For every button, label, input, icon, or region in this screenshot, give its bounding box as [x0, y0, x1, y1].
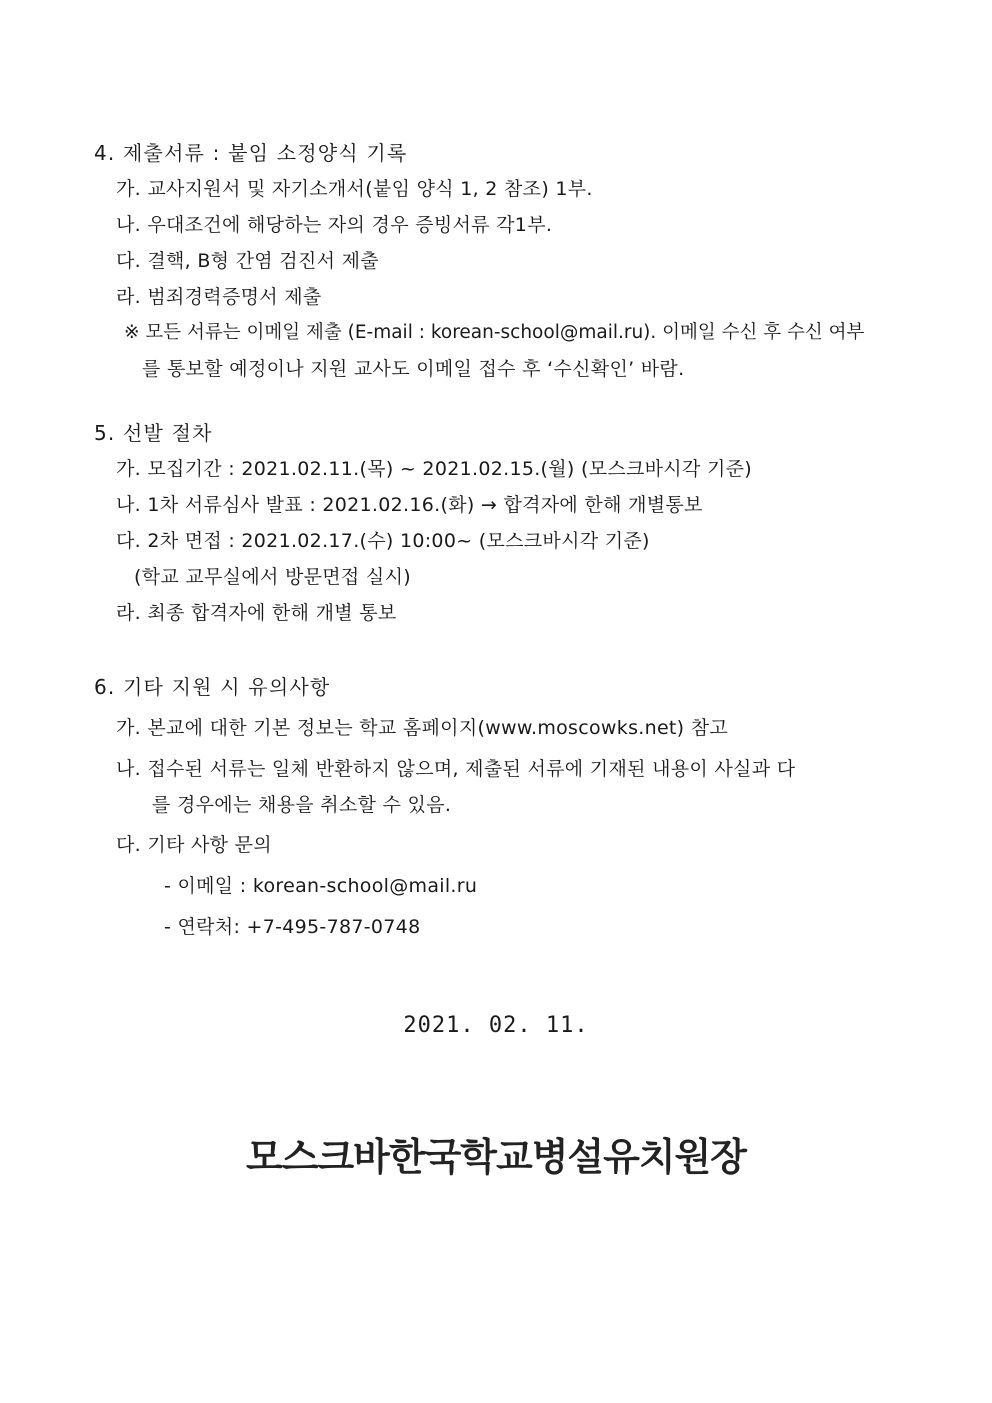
section4-note-line1: ※ 모든 서류는 이메일 제출 (E-mail : korean-school@mail.ru). 이메일 수신 후 수신 여부 — [124, 322, 865, 343]
section4-item-ga: 가. 교사지원서 및 자기소개서(붙임 양식 1, 2 참조) 1부. — [116, 178, 593, 200]
section6-item-da: 다. 기타 사항 문의 — [116, 834, 272, 856]
section5-item-ra: 라. 최종 합격자에 한해 개별 통보 — [116, 602, 397, 624]
section5-item-na: 나. 1차 서류심사 발표 : 2021.02.16.(화) → 합격자에 한해 개별통보 — [116, 494, 703, 516]
signature-title: 모스크바한국학교병설유치원장 — [246, 1135, 746, 1179]
section6-item-na-line1: 나. 접수된 서류는 일체 반환하지 않으며, 제출된 서류에 기재된 내용이 사실과 다 — [116, 758, 796, 780]
section5-item-da: 다. 2차 면접 : 2021.02.17.(수) 10:00~ (모스크바시각 기준) — [116, 530, 650, 552]
section6-item-ga: 가. 본교에 대한 기본 정보는 학교 홈페이지(www.moscowks.net) 참고 — [116, 717, 729, 739]
section6-heading: 6. 기타 지원 시 유의사항 — [94, 675, 331, 699]
section5-item-ga: 가. 모집기간 : 2021.02.11.(목) ~ 2021.02.15.(월) (모스크바시각 기준) — [116, 458, 752, 480]
document-date: 2021. 02. 11. — [403, 1013, 589, 1038]
section4-item-da: 다. 결핵, B형 간염 검진서 제출 — [116, 250, 379, 272]
section4-heading: 4. 제출서류 : 붙임 소정양식 기록 — [94, 141, 408, 165]
section5-heading: 5. 선발 절차 — [94, 421, 213, 445]
section4-note-line2: 를 통보할 예정이나 지원 교사도 이메일 접수 후 ‘수신확인’ 바람. — [142, 358, 685, 380]
section4-item-na: 나. 우대조건에 해당하는 자의 경우 증빙서류 각1부. — [116, 214, 553, 236]
contact-phone: - 연락처: +7-495-787-0748 — [164, 916, 421, 938]
section5-item-da-detail: (학교 교무실에서 방문면접 실시) — [134, 566, 411, 588]
section4-item-ra: 라. 범죄경력증명서 제출 — [116, 286, 322, 308]
contact-email: - 이메일 : korean-school@mail.ru — [164, 875, 478, 897]
section6-item-na-line2: 를 경우에는 채용을 취소할 수 있음. — [152, 794, 452, 816]
